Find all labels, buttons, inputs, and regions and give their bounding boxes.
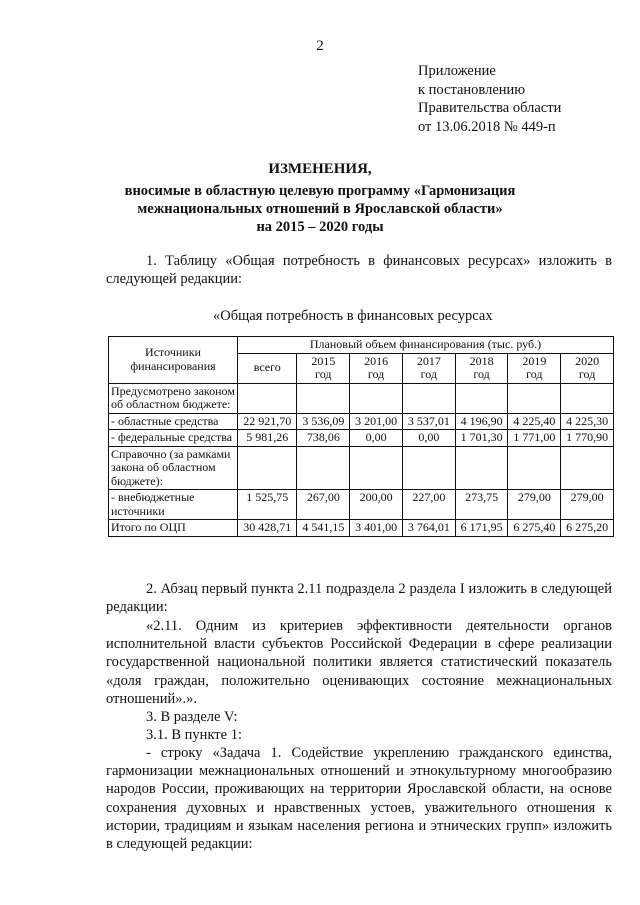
row-label: - внебюджетные источники <box>109 490 238 520</box>
table-cell <box>297 383 350 413</box>
table-cell: 22 921,70 <box>238 413 297 430</box>
table-cell: 738,06 <box>297 430 350 447</box>
table-cell <box>561 446 614 490</box>
table-cell: 3 536,09 <box>297 413 350 430</box>
table-header-row <box>109 337 614 354</box>
table-row <box>109 383 614 413</box>
item-2-quote: «2.11. Одним из критериев эффективности деятельности органов исполнительной власти субъектов Российской Федерации в сфере реализации государственной национальной политики является статистический показатель «доля граждан, положительно оценивающих состояние межнациональных отношений».». <box>106 618 612 707</box>
approval-line: Правительства области <box>418 100 562 116</box>
table-cell: 4 196,90 <box>455 413 508 430</box>
source-header: Источники финансирования <box>109 337 238 384</box>
item-3-paragraph: 3. В разделе V: <box>146 709 238 725</box>
table-cell: 279,00 <box>561 490 614 520</box>
table-cell: 3 401,00 <box>350 520 403 537</box>
plan-header: Плановый объем финансирования (тыс. руб.) <box>238 337 614 354</box>
table-cell <box>350 383 403 413</box>
table-cell: 200,00 <box>350 490 403 520</box>
table-cell: 1 771,00 <box>508 430 561 447</box>
table-cell <box>508 446 561 490</box>
table-cell: 30 428,71 <box>238 520 297 537</box>
table-cell: 5 981,26 <box>238 430 297 447</box>
approval-block <box>418 62 561 136</box>
table-row <box>109 413 614 430</box>
table-cell: 6 275,20 <box>561 520 614 537</box>
year-header: 2019 год <box>508 353 561 383</box>
approval-line: Приложение <box>418 63 496 79</box>
document-title <box>90 160 550 236</box>
table-row <box>109 490 614 520</box>
table-cell: 0,00 <box>350 430 403 447</box>
table-row <box>109 520 614 537</box>
page-number: 2 <box>316 38 324 54</box>
table-cell: 3 764,01 <box>402 520 455 537</box>
year-header: 2020 год <box>561 353 614 383</box>
year-header: 2015 год <box>297 353 350 383</box>
title-line: на 2015 – 2020 годы <box>256 219 384 235</box>
table-cell <box>508 383 561 413</box>
table-cell <box>402 383 455 413</box>
table-cell: 1 770,90 <box>561 430 614 447</box>
table-cell: 227,00 <box>402 490 455 520</box>
table-cell <box>455 383 508 413</box>
table-row <box>109 446 614 490</box>
table-cell <box>238 446 297 490</box>
table-cell <box>402 446 455 490</box>
financing-table <box>108 336 614 537</box>
table-cell: 3 537,01 <box>402 413 455 430</box>
year-header: 2017 год <box>402 353 455 383</box>
title-line: межнациональных отношений в Ярославской области» <box>137 201 503 217</box>
table-cell <box>297 446 350 490</box>
table-cell: 267,00 <box>297 490 350 520</box>
table-cell: 6 171,95 <box>455 520 508 537</box>
table-cell: 6 275,40 <box>508 520 561 537</box>
table-cell <box>561 383 614 413</box>
row-label: - федеральные средства <box>109 430 238 447</box>
title-line: ИЗМЕНЕНИЯ, <box>268 161 372 177</box>
item-3-1-text: - строку «Задача 1. Содействие укреплению гражданского единства, гармонизации межнациональных отношений и этнокультурному многообразию народов России, проживающих на территории Ярославской области, на основе сохранения духовных и нравственных устоев, уважительного отношения к истории, традициям и языкам населения региона и этнических групп» изложить в следующей редакции: <box>106 745 612 853</box>
year-header: 2016 год <box>350 353 403 383</box>
row-label: - областные средства <box>109 413 238 430</box>
approval-line: к постановлению <box>418 81 526 98</box>
year-header: 2018 год <box>455 353 508 383</box>
table-cell <box>350 446 403 490</box>
table-row <box>109 430 614 447</box>
row-label: Предусмотрено законом об областном бюджете: <box>109 383 238 413</box>
title-line: вносимые в областную целевую программу «Гармонизация <box>124 183 516 199</box>
table-cell: 3 201,00 <box>350 413 403 430</box>
row-label: Справочно (за рамками закона об областном бюджете): <box>109 446 238 490</box>
row-label: Итого по ОЦП <box>109 520 238 537</box>
total-header: всего <box>238 353 297 383</box>
table-cell: 279,00 <box>508 490 561 520</box>
table-cell <box>455 446 508 490</box>
table-cell: 273,75 <box>455 490 508 520</box>
item-2-paragraph: 2. Абзац первый пункта 2.11 подраздела 2 раздела I изложить в следующей редакции: <box>106 581 612 616</box>
approval-line: от 13.06.2018 № 449-п <box>418 118 556 135</box>
table-cell: 4 225,40 <box>508 413 561 430</box>
item-3-1-paragraph: 3.1. В пункте 1: <box>146 727 242 743</box>
table-cell: 4 541,15 <box>297 520 350 537</box>
table-cell <box>238 383 297 413</box>
table-cell: 1 525,75 <box>238 490 297 520</box>
table-cell: 1 701,30 <box>455 430 508 447</box>
table-cell: 0,00 <box>402 430 455 447</box>
table-caption: «Общая потребность в финансовых ресурсах <box>213 308 493 324</box>
table-cell: 4 225,30 <box>561 413 614 430</box>
item-1-paragraph: 1. Таблицу «Общая потребность в финансовых ресурсах» изложить в следующей редакции: <box>106 253 612 288</box>
